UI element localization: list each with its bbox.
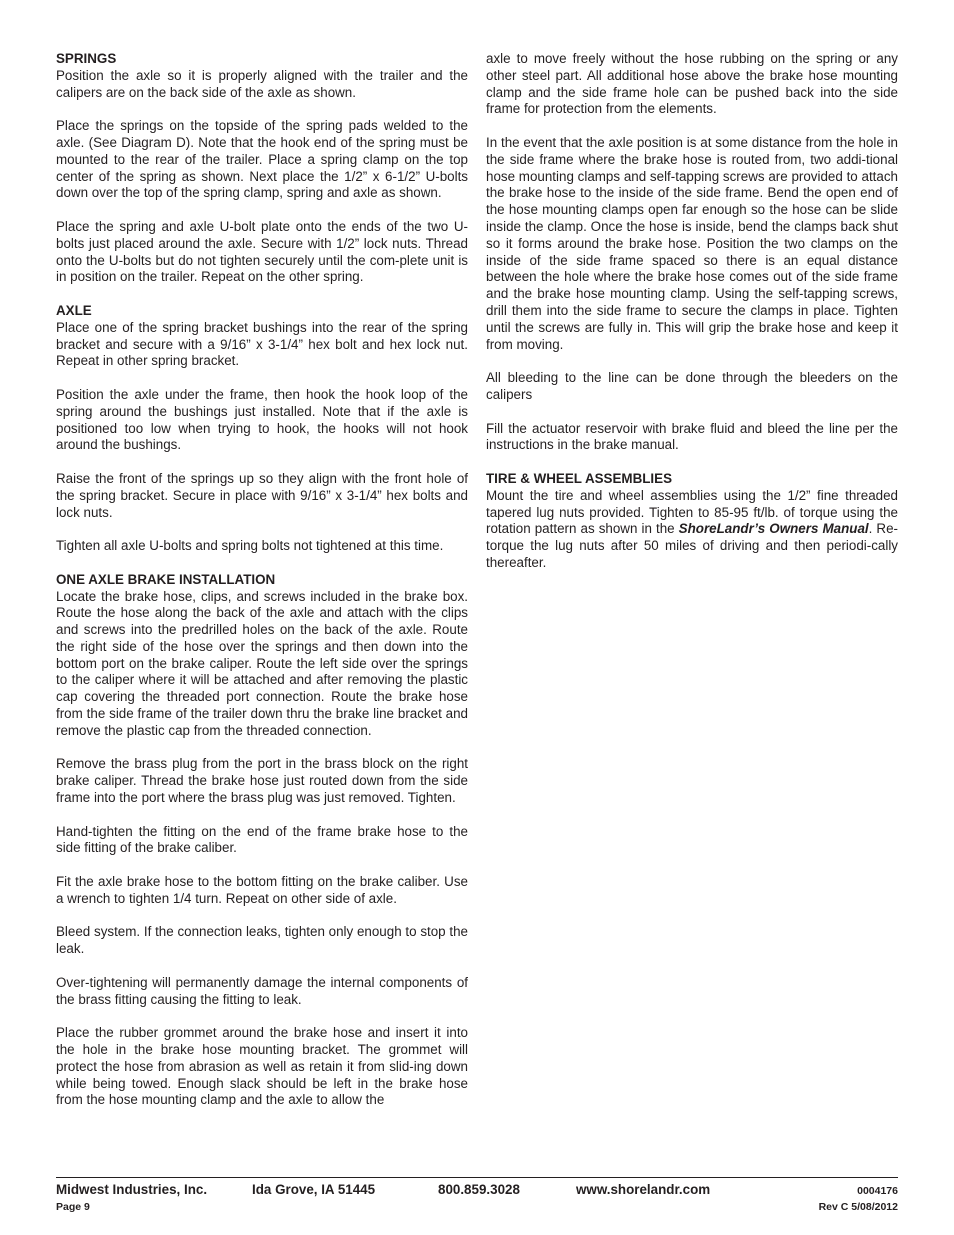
bleeding-paragraph: All bleeding to the line can be done through the bleeders on the calipers bbox=[486, 370, 898, 402]
brake-paragraph-2: Remove the brass plug from the port in the brass block on the right brake caliper. Thread the brake hose just routed down from the side frame into the port where the brass plug was just removed. Tighten. bbox=[56, 756, 468, 806]
brake-continued-paragraph-1: axle to move freely without the hose rubbing on the spring or any other steel part. All additional hose above the brake hose mounting clamp and the side frame hole can be pushed back into the side frame for protection from the elements. bbox=[486, 51, 898, 117]
springs-paragraph-3: Place the spring and axle U-bolt plate onto the ends of the two U-bolts just placed around the axle. Secure with 1/2” lock nuts. Thread onto the U-bolts but do not tighten securely until the com-plete unit is in position on the trailer. Repeat on the other spring. bbox=[56, 218, 468, 285]
axle-paragraph-4: Tighten all axle U-bolts and spring bolts not tightened at this time. bbox=[56, 538, 444, 554]
left-column bbox=[56, 51, 468, 1126]
brake-paragraph-1: Locate the brake hose, clips, and screws included in the brake box. Route the hose along the back of the axle and attach with the clips and screws into the predrilled holes on the back of the axle. Route the right side of the hose over the springs and then down into the bottom port on the brake caliper. Route the left side over the springs to the caliper where it will be attached and after removing the plastic cap covering the threaded port connection. Route the brake hose from the side frame of the trailer down thru the brake line bracket and remove the plastic cap from the threaded connection. bbox=[56, 588, 468, 738]
footer-website: www.shorelandr.com bbox=[576, 1182, 711, 1197]
springs-paragraph-1: Position the axle so it is properly aligned with the trailer and the calipers are on the back side of the axle as shown. bbox=[56, 67, 468, 100]
brake-continued-paragraph-2: In the event that the axle position is at some distance from the hole in the side frame where the brake hose is routed from, two addi-tional hose mounting clamps and self-tapping screws are provided to attach the brake hose to the inside of the side frame. Bend the open end of the hose mounting clamps open far enough so the hose can be slide inside the clamp. Once the hose is inside, bend the clamps back shut so it forms around the brake hose. Position the two clamps on the inside of the side frame spaced so there is an equal distance between the hole where the brake hose comes out of the side frame and the brake hose mounting clamp. Using the self-tapping screws, drill them into the side frame to secure the clamps in place. Tighten until the screws are fully in. This will grip the brake hose and keep it from moving. bbox=[486, 134, 898, 352]
footer-page-number: Page 9 bbox=[56, 1201, 90, 1213]
footer-phone: 800.859.3028 bbox=[438, 1182, 520, 1197]
axle-paragraph-3: Raise the front of the springs up so they align with the front hole of the spring bracket. Secure in place with 9/16” x 3-1/4” hex bolts and lock nuts. bbox=[56, 470, 468, 520]
brake-paragraph-4: Fit the axle brake hose to the bottom fitting on the brake caliber. Use a wrench to tighten 1/4 turn. Repeat on other side of axle. bbox=[56, 874, 468, 906]
actuator-paragraph: Fill the actuator reservoir with brake fluid and bleed the line per the instructions in the brake manual. bbox=[486, 420, 898, 453]
footer-company: Midwest Industries, Inc. bbox=[56, 1182, 208, 1197]
right-column bbox=[486, 51, 898, 589]
footer-divider bbox=[56, 1177, 898, 1178]
tire-text-after: . Re-torque the lug nuts after 50 miles of driving and then periodi-cally thereafter. bbox=[486, 521, 898, 570]
axle-paragraph-2: Position the axle under the frame, then hook the hook loop of the spring around the bushings just installed. Note that if the axle is positioned too low when trying to hook, the hooks will not hook around the bushings. bbox=[56, 386, 468, 453]
footer-revision: Rev C 5/08/2012 bbox=[818, 1201, 898, 1213]
brake-paragraph-7: Place the rubber grommet around the brake hose and insert it into the hole in the brake hose mounting bracket. The grommet will protect the hose from abrasion as well as retain it from slid-ing down while being towed. Enough slack should be left in the brake hose from the hose mounting clamp and the axle to allow the bbox=[56, 1025, 468, 1108]
owners-manual-reference: ShoreLandr’s Owners Manual bbox=[678, 521, 869, 537]
springs-paragraph-2: Place the springs on the topside of the spring pads welded to the axle. (See Diagram D). Note that the hook end of the spring must be mounted to the rear of the trailer. Place a spring clamp on the top center of the spring as shown. Next place the 1/2” x 6-1/2” U-bolts down over the top of the spring clamp, spring and axle as shown. bbox=[56, 118, 468, 201]
brake-paragraph-3: Hand-tighten the fitting on the end of the frame brake hose to the side fitting of the brake caliber. bbox=[56, 823, 468, 856]
tire-wheel-paragraph bbox=[486, 488, 898, 572]
springs-heading: SPRINGS bbox=[56, 51, 117, 66]
tire-text-before: Mount the tire and wheel assemblies using the 1/2” fine threaded tapered lug nuts provided. Tighten to 85-95 ft/lb. of torque using the rotation pattern as shown in the bbox=[486, 487, 898, 537]
tire-wheel-heading: TIRE & WHEEL ASSEMBLIES bbox=[486, 470, 672, 486]
axle-heading: AXLE bbox=[56, 302, 92, 318]
axle-paragraph-1: Place one of the spring bracket bushings into the rear of the spring bracket and secure with a 9/16” x 3-1/4” hex bolt and hex lock nut. Repeat in other spring bracket. bbox=[56, 319, 468, 369]
footer-city: Ida Grove, IA 51445 bbox=[252, 1182, 376, 1197]
brake-paragraph-5: Bleed system. If the connection leaks, tighten only enough to stop the leak. bbox=[56, 924, 468, 957]
brake-paragraph-6: Over-tightening will permanently damage the internal components of the brass fitting causing the fitting to leak. bbox=[56, 974, 468, 1007]
footer-doc-number: 0004176 bbox=[857, 1185, 898, 1197]
brake-heading: ONE AXLE BRAKE INSTALLATION bbox=[56, 571, 276, 587]
